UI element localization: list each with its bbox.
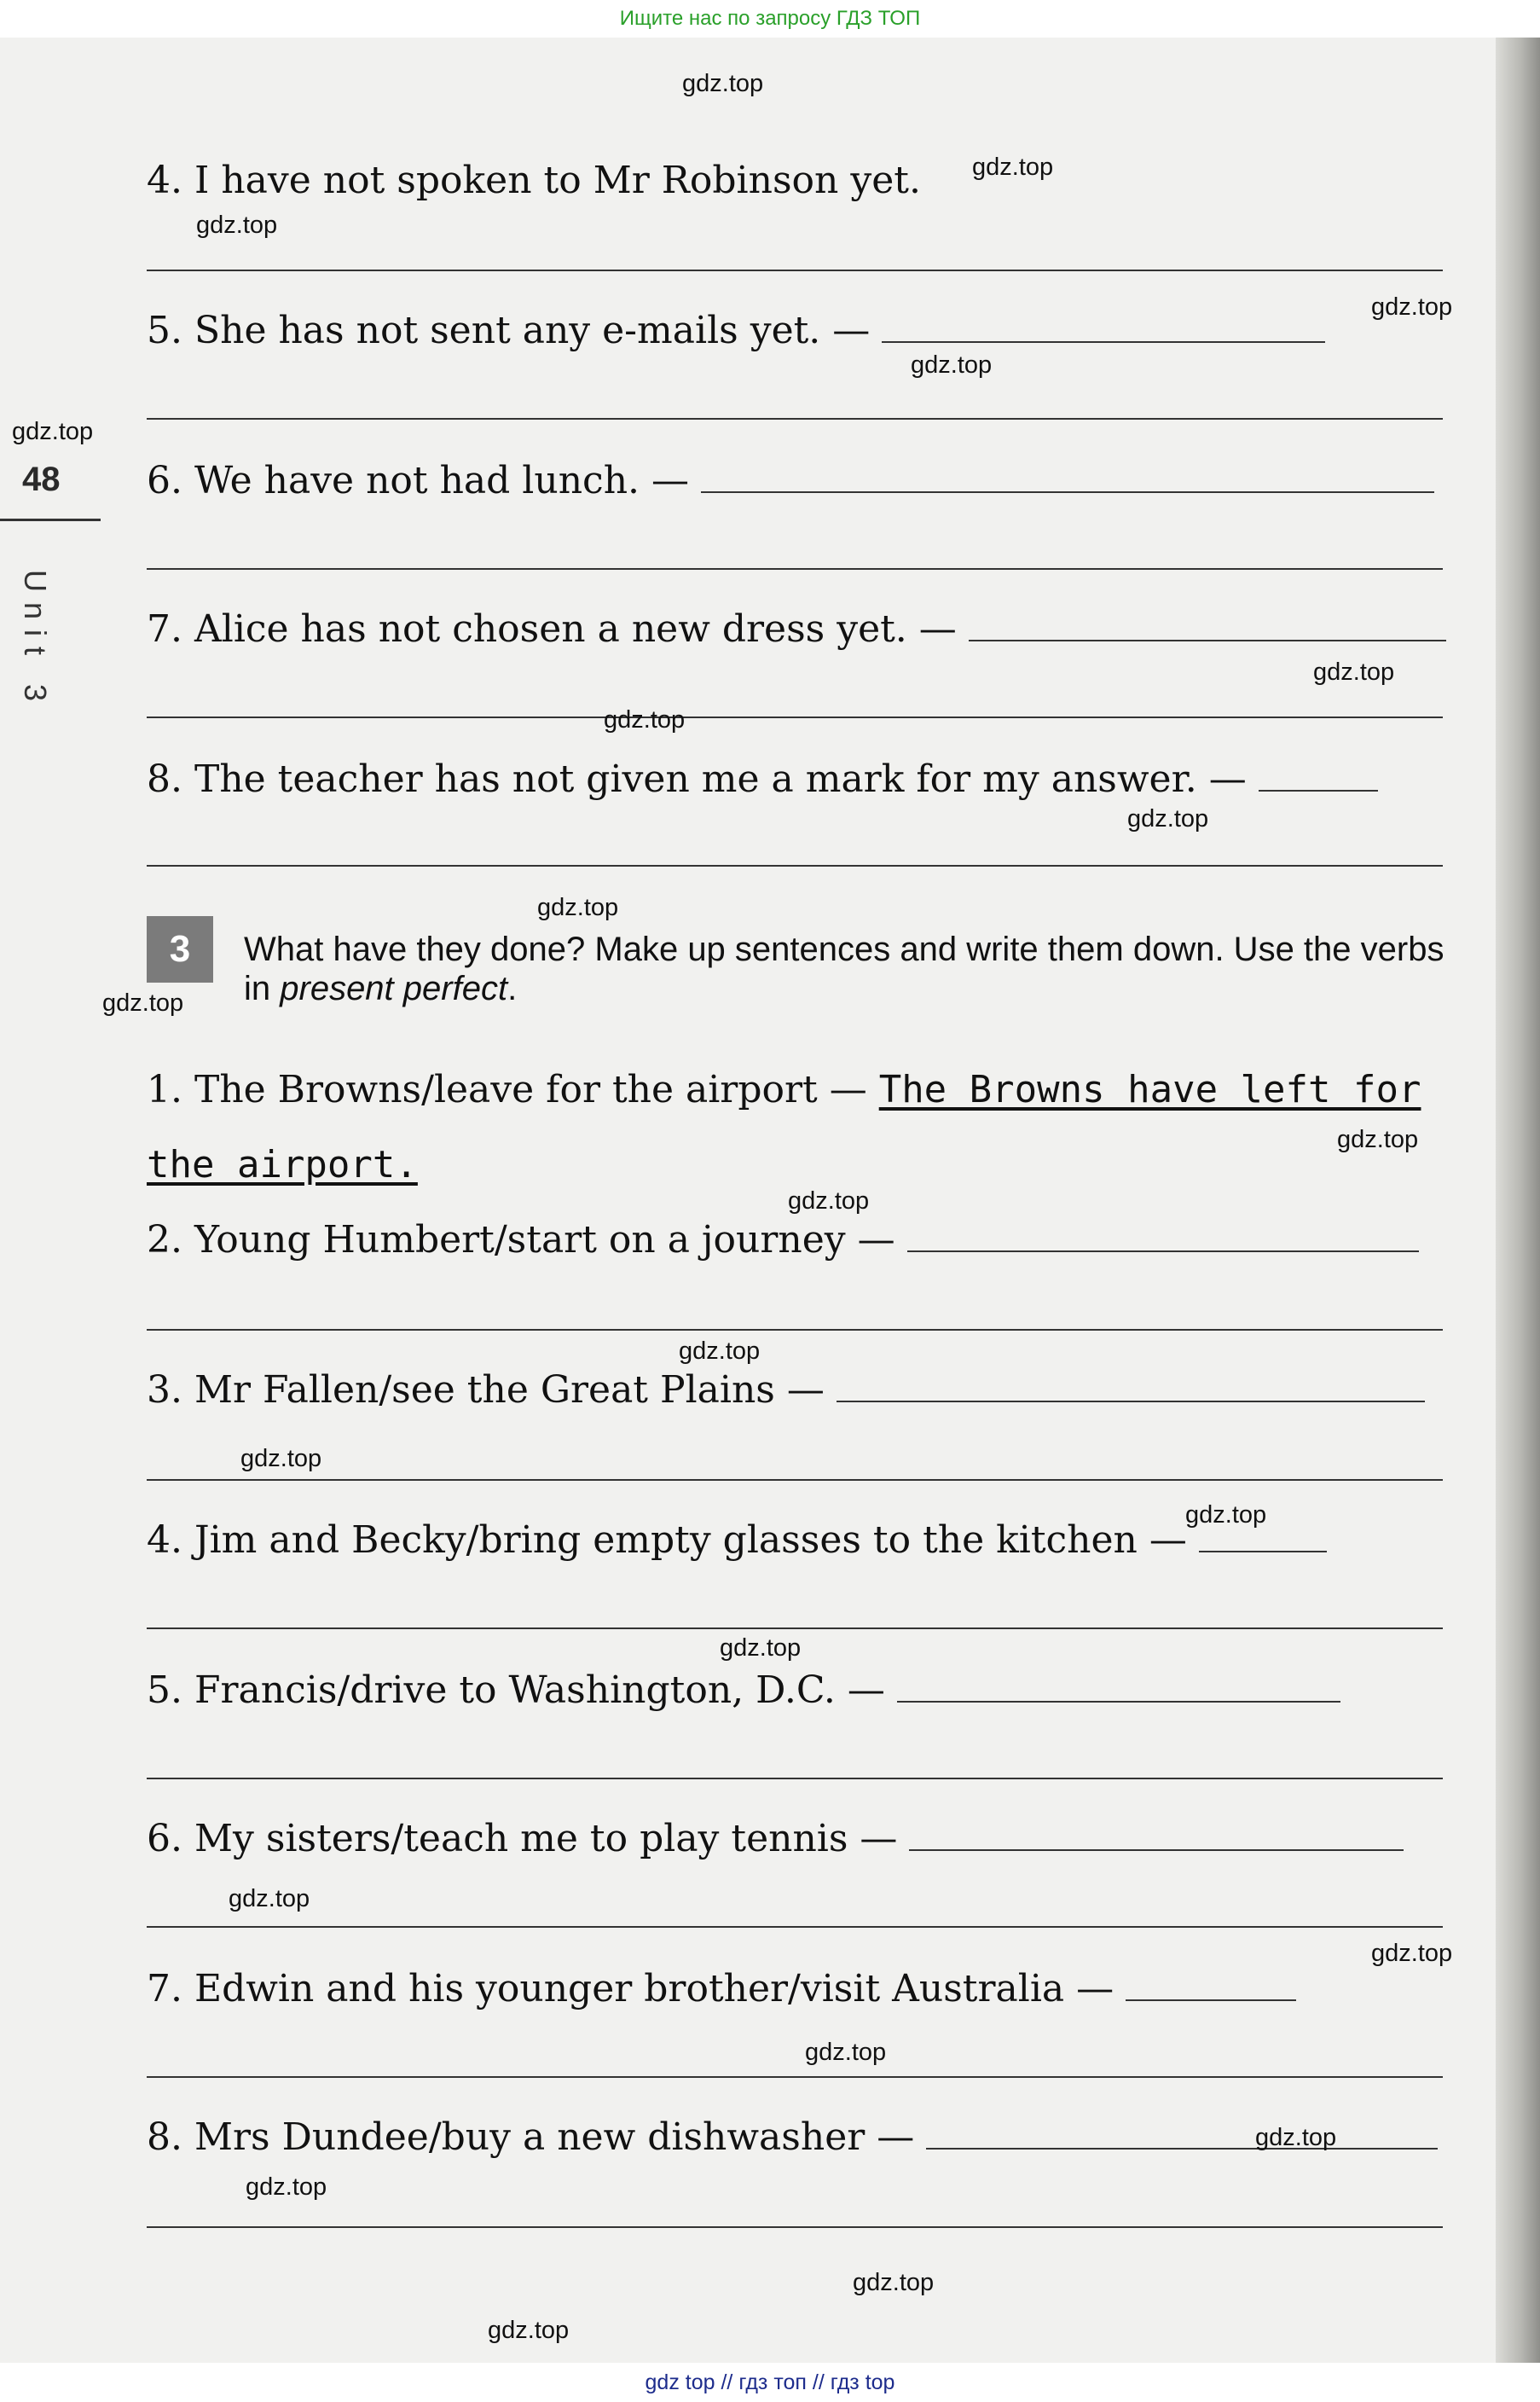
- answer-blank: [969, 640, 1446, 641]
- answer-line: [147, 865, 1443, 867]
- ex3-item-text: 3. Mr Fallen/see the Great Plains —: [147, 1368, 825, 1412]
- ex3-example-prompt: 1. The Browns/leave for the airport —: [147, 1068, 867, 1111]
- answer-line: [147, 1329, 1443, 1331]
- answer-blank: [909, 1849, 1404, 1851]
- top-banner[interactable]: Ищите нас по запросу ГДЗ ТОП: [0, 0, 1540, 38]
- watermark: gdz.top: [682, 70, 764, 97]
- ex3-item-text: 4. Jim and Becky/bring empty glasses to the kitchen —: [147, 1518, 1187, 1562]
- watermark: gdz.top: [1127, 805, 1209, 833]
- ex3-item-text: 6. My sisters/teach me to play tennis —: [147, 1817, 898, 1860]
- page-number: 48: [22, 461, 61, 498]
- watermark: gdz.top: [1255, 2124, 1337, 2151]
- watermark: gdz.top: [720, 1634, 802, 1662]
- watermark: gdz.top: [102, 989, 184, 1017]
- answer-line: [147, 2226, 1443, 2228]
- page-edge-shadow: [1496, 38, 1540, 2363]
- answer-line: [147, 2076, 1443, 2078]
- ex3-item-text: 5. Francis/drive to Washington, D.C. —: [147, 1668, 885, 1712]
- answer-blank: [882, 341, 1325, 343]
- watermark: gdz.top: [853, 2269, 935, 2296]
- watermark: gdz.top: [537, 894, 619, 921]
- answer-blank: [897, 1701, 1340, 1703]
- answer-blank: [1199, 1551, 1327, 1552]
- answer-line: [147, 568, 1443, 570]
- ex3-item-7: [147, 1967, 1443, 2010]
- ex2-item-text: 5. She has not sent any e-mails yet. —: [147, 309, 871, 352]
- answer-blank: [926, 2148, 1438, 2150]
- answer-line: [147, 1479, 1443, 1481]
- ex3-item-text: 2. Young Humbert/start on a journey —: [147, 1218, 895, 1262]
- watermark: gdz.top: [1313, 659, 1395, 686]
- answer-blank: [837, 1401, 1425, 1402]
- exercise-instruction: What have they done? Make up sentences and write them down. Use the verbs in present perfect.: [244, 931, 1444, 1007]
- watermark: gdz.top: [1371, 293, 1453, 321]
- answer-blank: [907, 1250, 1419, 1252]
- bottom-banner[interactable]: gdz top // гдз топ // гдз top: [0, 2363, 1540, 2402]
- ex3-example: [147, 1068, 1443, 1111]
- ex3-item-text: 8. Mrs Dundee/buy a new dishwasher —: [147, 2115, 915, 2159]
- page-number-rule: [0, 519, 101, 521]
- ex3-item-6: [147, 1817, 1443, 1860]
- watermark: gdz.top: [488, 2317, 570, 2344]
- answer-line: [147, 1627, 1443, 1629]
- tense-emphasis: present perfect: [280, 970, 508, 1007]
- ex2-item-4: [147, 159, 1443, 202]
- ex2-item-5: [147, 309, 1443, 352]
- ex3-example-answer: the airport.: [147, 1143, 418, 1186]
- ex2-item-8: [147, 757, 1443, 801]
- watermark: gdz.top: [246, 2173, 327, 2201]
- ex2-item-text: 4. I have not spoken to Mr Robinson yet.: [147, 159, 921, 202]
- watermark: gdz.top: [1185, 1501, 1267, 1529]
- ex3-item-2: [147, 1218, 1443, 1262]
- ex2-item-7: [147, 607, 1443, 651]
- ex3-item-3: [147, 1368, 1443, 1412]
- ex3-item-5: [147, 1668, 1443, 1712]
- answer-blank: [701, 491, 1434, 493]
- watermark: gdz.top: [604, 706, 686, 734]
- ex2-item-6: [147, 459, 1443, 502]
- ex3-example-cont: [147, 1143, 1443, 1186]
- watermark: gdz.top: [911, 351, 993, 379]
- answer-line: [147, 1778, 1443, 1779]
- exercise-number-badge: 3: [147, 916, 213, 983]
- answer-line: [147, 1926, 1443, 1928]
- answer-line: [147, 717, 1443, 718]
- ex3-item-8: [147, 2115, 1443, 2159]
- ex2-item-text: 8. The teacher has not given me a mark for my answer. —: [147, 757, 1247, 801]
- watermark: gdz.top: [972, 154, 1054, 181]
- watermark: gdz.top: [240, 1445, 322, 1472]
- unit-label: Unit 3: [18, 570, 53, 712]
- watermark: gdz.top: [788, 1187, 870, 1215]
- ex2-item-text: 6. We have not had lunch. —: [147, 459, 690, 502]
- ex3-item-text: 7. Edwin and his younger brother/visit Australia —: [147, 1967, 1114, 2010]
- answer-blank: [1259, 790, 1378, 792]
- ex2-item-text: 7. Alice has not chosen a new dress yet. —: [147, 607, 957, 651]
- watermark: gdz.top: [229, 1885, 310, 1912]
- ex3-example-answer: The Browns have left for: [878, 1068, 1421, 1111]
- answer-line: [147, 418, 1443, 420]
- answer-blank: [1126, 1999, 1296, 2001]
- answer-line: [147, 270, 1443, 271]
- watermark: gdz.top: [679, 1337, 761, 1365]
- watermark: gdz.top: [805, 2039, 887, 2066]
- watermark: gdz.top: [1371, 1940, 1453, 1967]
- watermark: gdz.top: [1337, 1126, 1419, 1153]
- watermark: gdz.top: [12, 418, 94, 445]
- watermark: gdz.top: [196, 212, 278, 239]
